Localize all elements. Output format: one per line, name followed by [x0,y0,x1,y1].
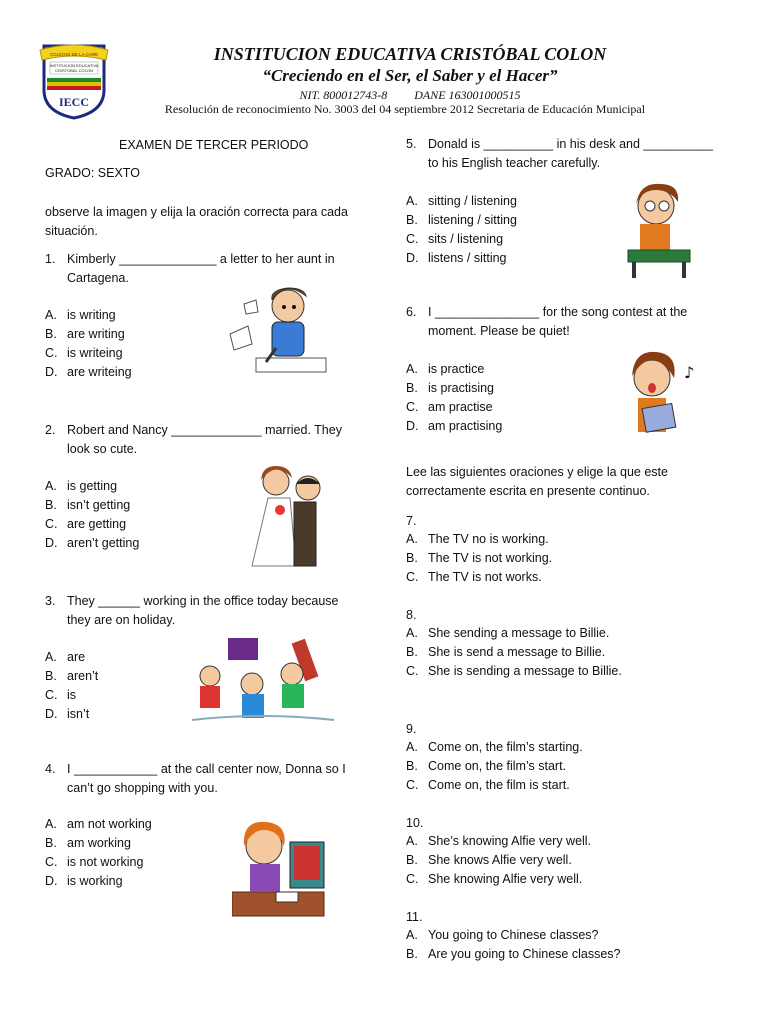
option[interactable]: C. is writeing [45,346,123,360]
question-11-number: 11. [406,910,423,924]
options-q11 [406,926,620,964]
option[interactable]: B. aren’t [45,669,99,683]
option[interactable]: B. listening / sitting [406,213,517,227]
options-q8 [406,624,622,681]
option[interactable]: A. is writing [45,308,116,322]
logo-letters: IECC [58,95,90,109]
question-8-number: 8. [406,608,417,622]
options-q1 [45,306,132,382]
option[interactable]: A. is getting [45,479,118,493]
holiday-people-illustration [188,632,338,731]
school-name: INSTITUCION EDUCATIVA CRISTÓBAL COLON [213,44,607,64]
call-center-illustration [232,816,332,925]
option[interactable]: A. Come on, the film’s starting. [406,740,583,754]
option[interactable]: D. are writeing [45,365,132,379]
wedding-couple-illustration [246,458,332,575]
option[interactable]: B. am working [45,836,131,850]
option[interactable]: A. She’s knowing Alfie very well. [406,834,592,848]
question-2: 2. Robert and Nancy _____________ married. They look so cute. [45,423,342,456]
option[interactable]: D. aren’t getting [45,536,140,550]
options-q2 [45,477,139,553]
option[interactable]: C. is [45,688,77,702]
question-7-number: 7. [406,514,417,528]
options-q4 [45,815,152,891]
instruction-1: observe la imagen y elija la oración correcta para cada situación. [45,205,348,238]
options-q3 [45,648,98,724]
school-motto: “Creciendo en el Ser, el Saber y el Hacer” [262,66,558,85]
resolution-text: Resolución de reconocimiento No. 3003 del 04 septiembre 2012 Secretaria de Educación Municipal [164,102,646,116]
option[interactable]: B. The TV is not working. [406,551,553,565]
option[interactable]: D. am practising [406,419,503,433]
student-desk-illustration [620,176,700,285]
options-q10 [406,832,591,889]
dane: DANE 163001000515 [414,88,521,102]
option[interactable]: A. sitting / listening [406,194,517,208]
option[interactable]: C. is not working [45,855,144,869]
question-text: Kimberly ______________ a letter to her aunt in Cartagena. [67,252,335,285]
option[interactable]: B. She knows Alfie very well. [406,853,572,867]
nit: NIT. 800012743-8 [299,88,388,102]
grade-label: GRADO: SEXTO [45,166,140,180]
option[interactable]: C. She is sending a message to Billie. [406,664,622,678]
svg-text:♪: ♪ [684,363,695,382]
option[interactable]: C. Come on, the film is start. [406,778,570,792]
question-number: 1. [45,252,56,266]
option[interactable]: C. The TV is not works. [406,570,542,584]
option[interactable]: A. am not working [45,817,152,831]
svg-text:INSTITUCION EDUCATIVA: INSTITUCION EDUCATIVA [49,63,99,68]
option[interactable]: A. is practice [406,362,485,376]
exam-title: EXAMEN DE TERCER PERIODO [119,138,309,152]
options-q7 [406,530,552,587]
option[interactable]: A. You going to Chinese classes? [406,928,599,942]
option[interactable]: D. is working [45,874,123,888]
options-q5 [406,192,517,268]
option[interactable]: D. listens / sitting [406,251,507,265]
question-4: 4. I ____________ at the call center now, Donna so I can’t go shopping with you. [45,762,346,795]
option[interactable]: D. isn’t [45,707,90,721]
option[interactable]: B. isn’t getting [45,498,131,512]
option[interactable]: C. are getting [45,517,127,531]
option[interactable]: B. is practising [406,381,494,395]
option[interactable]: B. She is send a message to Billie. [406,645,606,659]
option[interactable]: A. The TV no is working. [406,532,549,546]
writer-illustration [226,274,330,383]
singer-illustration [618,344,700,453]
options-q6 [406,360,502,436]
instruction-2: Lee las siguientes oraciones y elige la que este correctamente escrita en presente continuo. [406,465,668,498]
option[interactable]: A. are [45,650,86,664]
question-5: 5. Donald is __________ in his desk and __________ to his English teacher carefully. [406,137,713,170]
question-3: 3. They ______ working in the office today because they are on holiday. [45,594,339,627]
school-ids [110,88,710,103]
option[interactable]: C. She knowing Alfie very well. [406,872,583,886]
option[interactable]: A. She sending a message to Billie. [406,626,610,640]
option[interactable]: C. sits / listening [406,232,504,246]
option[interactable]: B. Come on, the film’s start. [406,759,567,773]
option[interactable]: B. Are you going to Chinese classes? [406,947,621,961]
option[interactable]: B. are writing [45,327,125,341]
question-10-number: 10. [406,816,424,830]
question-6: 6. I _______________ for the song contest at the moment. Please be quiet! [406,305,688,338]
option[interactable]: C. am practise [406,400,493,414]
options-q9 [406,738,583,795]
question-9-number: 9. [406,722,417,736]
svg-text:COLEGIO DE LA CARE: COLEGIO DE LA CARE [49,52,99,57]
svg-text:CRISTOBAL COLON: CRISTOBAL COLON [55,68,93,73]
